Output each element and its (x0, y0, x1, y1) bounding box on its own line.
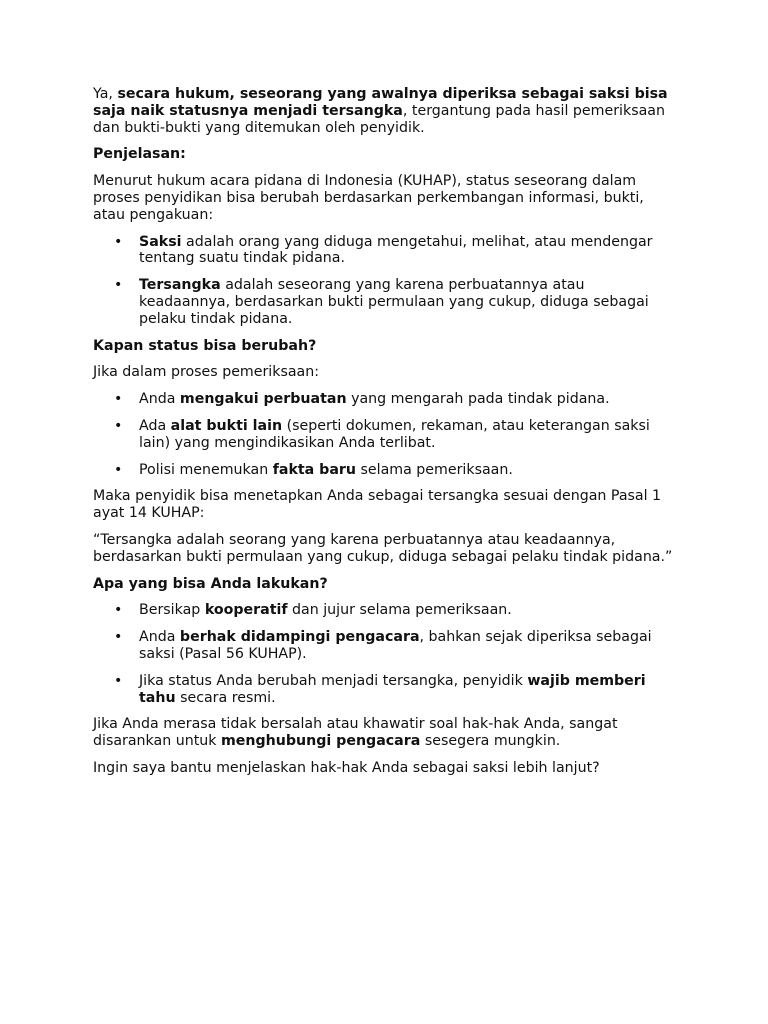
definition-tersangka: adalah seseorang yang karena perbuatannya atau keadaannya, berdasarkan bukti permulaan yang cukup, diduga sebagai pelaku tindak pidana. (139, 277, 649, 327)
condition-pre: Ada (139, 417, 171, 434)
kuhap-quote: “Tersangka adalah seorang yang karena perbuatannya atau keadaannya, berdasarkan bukti permulaan yang cukup, diduga sebagai pelaku tindak pidana.” (93, 531, 673, 565)
action-pre: Jika status Anda berubah menjadi tersangka, penyidik (139, 672, 528, 689)
intro-bold-text: secara hukum, seseorang yang awalnya diperiksa sebagai saksi bisa saja naik statusnya menjadi tersangka (93, 86, 668, 119)
action-pre: Anda (139, 629, 180, 646)
condition-post: (seperti dokumen, rekaman, atau keterangan saksi lain) yang mengindikasikan Anda terlibat. (139, 417, 650, 451)
list-item-saksi (139, 234, 676, 268)
maka-paragraph: Maka penyidik bisa menetapkan Anda sebagai tersangka sesuai dengan Pasal 1 ayat 14 KUHAP: (93, 488, 662, 522)
intro-text-end: , tergantung pada hasil pemeriksaan dan bukti-bukti yang ditemukan oleh penyidik. (93, 102, 665, 136)
heading-apa (93, 576, 676, 593)
penjelasan-paragraph: Menurut hukum acara pidana di Indonesia (KUHAP), status seseorang dalam proses penyidikan bisa berubah berdasarkan perkembangan informasi, bukti, atau pengakuan: (93, 173, 644, 223)
conditions-list (93, 391, 676, 478)
list-item-tersangka (139, 277, 676, 327)
action-post: , bahkan sejak diperiksa sebagai saksi (Pasal 56 KUHAP). (139, 629, 652, 662)
action-pre: Bersikap (139, 602, 205, 619)
action-bold: berhak didampingi pengacara (179, 629, 420, 646)
kapan-intro: Jika dalam proses pemeriksaan: (93, 364, 320, 381)
intro-paragraph (93, 86, 676, 136)
term-saksi: Saksi (139, 233, 182, 250)
list-item (139, 629, 676, 663)
list-item (139, 462, 676, 479)
closing-paragraph (93, 716, 676, 750)
closing-question: Ingin saya bantu menjelaskan hak-hak Anda sebagai saksi lebih lanjut? (93, 759, 600, 776)
action-post: secara resmi. (175, 689, 276, 706)
intro-text-start: Ya, (93, 86, 118, 102)
condition-post: selama pemeriksaan. (356, 461, 513, 478)
list-item (139, 602, 676, 619)
term-tersangka: Tersangka (139, 277, 221, 294)
closing-post: sesegera mungkin. (420, 733, 561, 750)
heading-kapan-text: Kapan status bisa berubah? (93, 337, 317, 354)
list-item (139, 673, 676, 707)
list-item (139, 418, 676, 452)
condition-bold: fakta baru (272, 461, 357, 478)
heading-penjelasan-text: Penjelasan: (93, 146, 186, 163)
list-item (139, 391, 676, 408)
condition-bold: mengakui perbuatan (179, 391, 347, 408)
action-post: dan jujur selama pemeriksaan. (287, 602, 512, 619)
closing-pre: Jika Anda merasa tidak bersalah atau khawatir soal hak-hak Anda, sangat disarankan untuk (93, 716, 618, 750)
actions-list (93, 602, 676, 706)
condition-post: yang mengarah pada tindak pidana. (346, 391, 610, 408)
condition-pre: Polisi menemukan (139, 461, 273, 478)
condition-bold: alat bukti lain (170, 417, 283, 434)
action-bold: wajib memberi tahu (139, 672, 646, 706)
heading-penjelasan (93, 146, 676, 163)
heading-apa-text: Apa yang bisa Anda lakukan? (93, 575, 328, 592)
action-bold: kooperatif (204, 602, 288, 619)
heading-kapan (93, 338, 676, 355)
condition-pre: Anda (139, 391, 180, 408)
definitions-list (93, 234, 676, 328)
definition-saksi: adalah orang yang diduga mengetahui, melihat, atau mendengar tentang suatu tindak pidana. (139, 233, 653, 267)
closing-bold: menghubungi pengacara (220, 733, 421, 750)
